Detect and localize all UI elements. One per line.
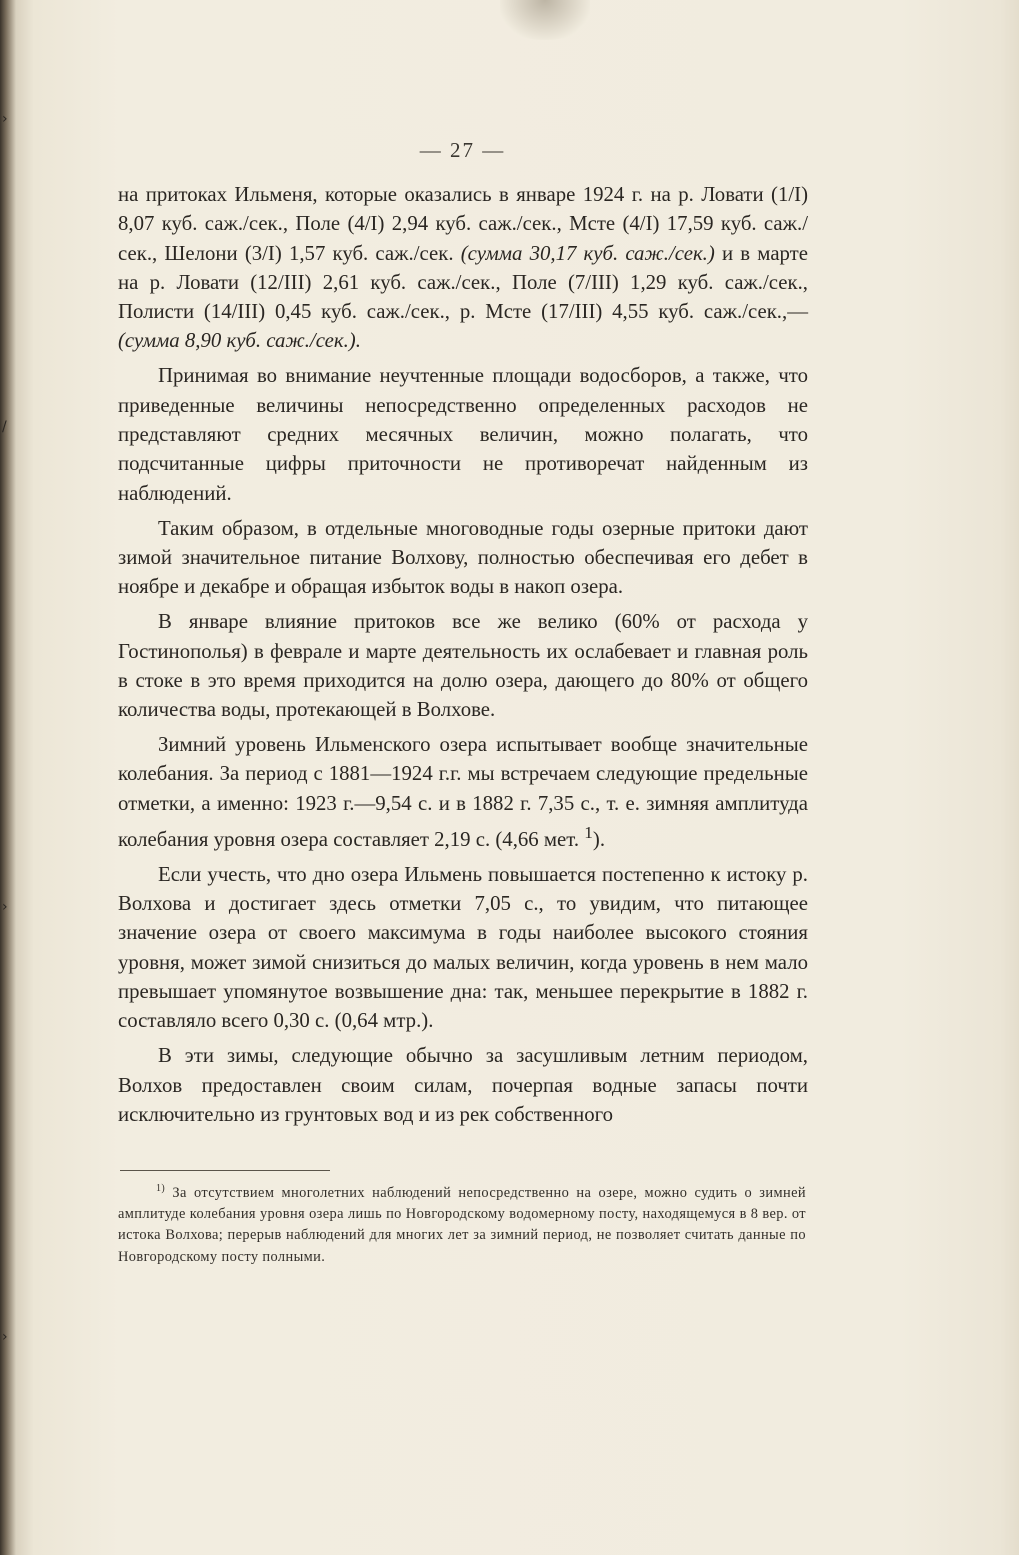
page-number: — 27 — [419,138,506,162]
binding-mark: › [2,899,8,915]
binding-mark: › [2,111,8,127]
text-run: на притоках Ильменя, которые оказались в январе 1924 г. на р. Ловати (1/I) 8,07 куб. саж./сек., Поле (4/I) 2,94 куб. саж./сек., Мсте (4/I) 17,59 куб. саж./сек., Шелони (3/I) 1,57 куб. саж./сек. [118,183,808,265]
sum-note: (сумма 8,90 куб. саж./сек.). [118,329,361,353]
text-run: Зимний уровень Ильменского озера испытывает вообще значительные колебания. За период с 1881—1924 г.г. мы встречаем следующие предельные отметки, а именно: 1923 г.—9,54 с. и в 1882 г. 7,35 с., т. е. зимняя амплитуда колебания уровня озера составляет 2,19 с. (4,66 мет. [118,733,808,851]
paragraph [118,730,808,854]
paragraph: Принимая во внимание неучтенные площади водосборов, а также, что приведенные величины непосредственно определенных расходов не представляют средних месячных величин, можно полагать, что подсчитанные цифры приточности не противоречат найденным из наблюдений. [118,364,808,505]
text-run: и в марте на р. Ловати (12/III) 2,61 куб. саж./сек., Поле (7/III) 1,29 куб. саж./сек., Полисти (14/III) 0,45 куб. саж./сек., р. Мсте (17/III) 4,55 куб. саж./сек.,— [118,241,809,324]
paragraph: В эти зимы, следующие обычно за засушливым летним периодом, Волхов предоставлен своим силам, почерпая водные запасы почти исключительно из грунтовых вод и из рек собственного [118,1044,808,1126]
sum-note: (сумма 30,17 куб. саж./сек.) [460,241,715,265]
footnote [118,1178,806,1268]
footnote-ref: 1 [584,822,593,842]
footnote-marker: 1) [156,1183,166,1194]
body-text [118,180,808,1129]
paragraph [118,180,808,356]
footnote-text: За отсутствием многолетних наблюдений непосредственно на озере, можно судить о зимней амплитуде колебания уровня озера лишь по Новгородскому водомерному посту, находящемуся в 8 вер. от истока Волхова; перерыв наблюдений для многих лет за зимний период, не позволяет считать данные по Новгородскому посту полными. [118,1184,806,1265]
footnote-divider [120,1170,330,1171]
binding-mark: › [2,1329,8,1345]
paragraph: Если учесть, что дно озера Ильмень повышается постепенно к истоку р. Волхова и достигает здесь отметки 7,05 с., то увидим, что питающее значение озера от своего максимума в годы наиболее высокого стояния уровня, может зимой снизиться до малых величин, когда уровень в нем мало превышает упомянутое возвышение дна: так, меньшее перекрытие в 1882 г. составляло всего 0,30 с. (0,64 мтр.). [118,862,808,1033]
text-run: ). [592,827,606,851]
paragraph: Таким образом, в отдельные многоводные годы озерные притоки дают зимой значительное питание Волхову, полностью обеспечивая его дебет в ноябре и декабре и обращая избыток воды в накоп озера. [118,516,808,599]
paper-stain [500,0,590,40]
binding-mark: / [2,419,7,435]
paragraph: В январе влияние притоков все же велико (60% от расхода у Гостинополья) в феврале и марте деятельность их ослабевает и главная роль в стоке в это время приходится на долю озера, дающего до 80% от общего количества воды, протекающей в Волхове. [118,610,808,722]
